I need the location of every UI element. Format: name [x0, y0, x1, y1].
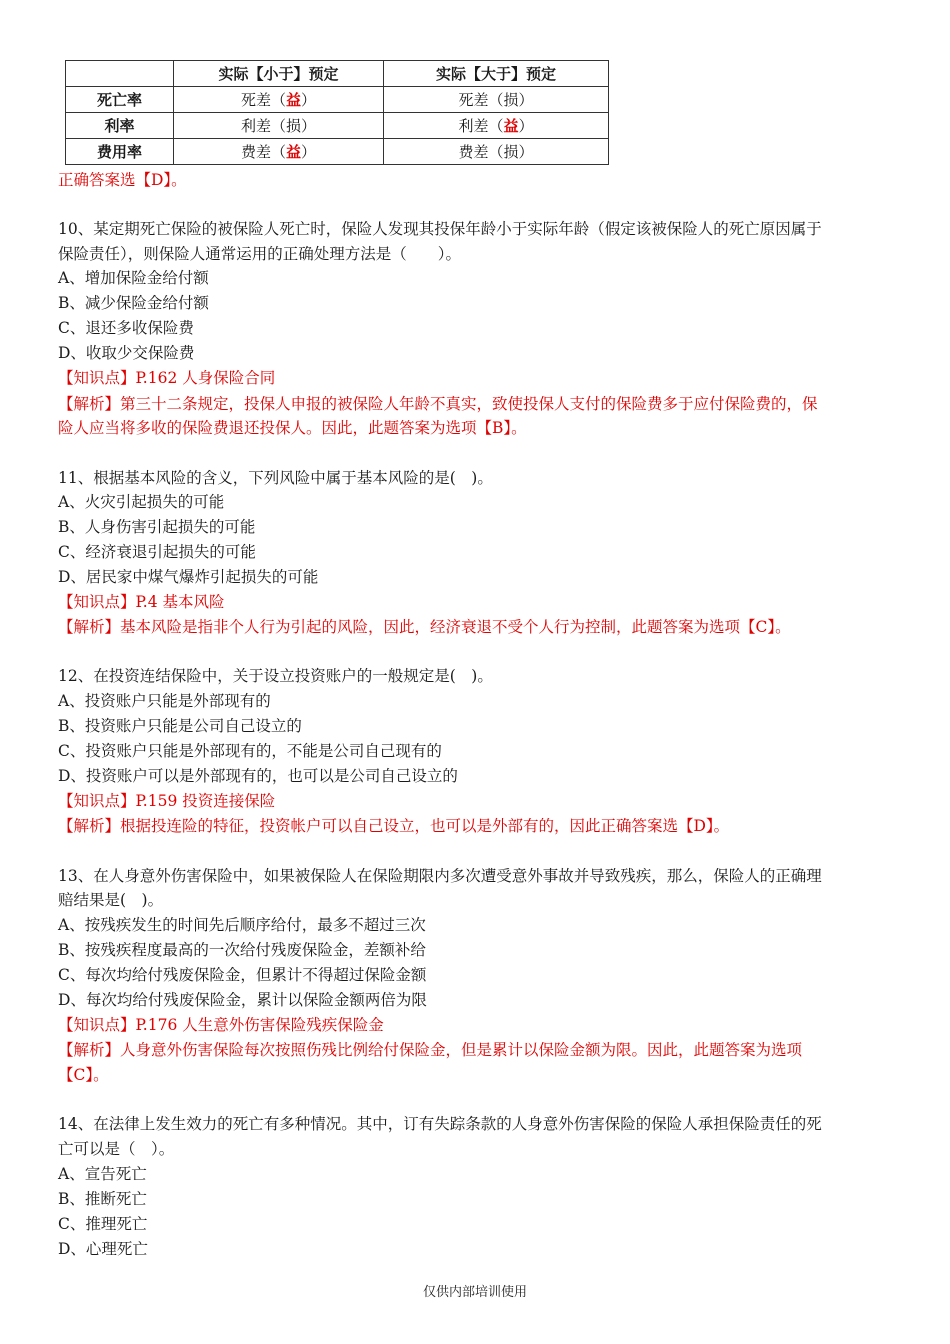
- cell-text: ）: [301, 91, 317, 109]
- table-cell: [174, 139, 384, 165]
- knowledge-point: 【知识点】P.176 人生意外伤害保险残疾保险金: [58, 1016, 384, 1034]
- table-header-cell: 实际【小于】预定: [174, 61, 384, 87]
- table-cell: [384, 139, 609, 165]
- analysis: 【解析】第三十二条规定，投保人申报的被保险人年龄不真实，致使投保人支付的保险费多于应付保险费的，保: [58, 395, 818, 413]
- cell-text: ）: [301, 143, 317, 161]
- question-13-stem-cont: 赔结果是( )。: [58, 891, 164, 909]
- cell-text: 死差（: [240, 91, 286, 109]
- option-a: A、按残疾发生的时间先后顺序给付，最多不超过三次: [58, 916, 426, 934]
- knowledge-point: 【知识点】P.162 人身保险合同: [58, 369, 276, 387]
- option-c: C、经济衰退引起损失的可能: [58, 543, 256, 561]
- cell-emphasis: 益: [285, 143, 301, 161]
- question-12-stem: 12、在投资连结保险中，关于设立投资账户的一般规定是( )。: [58, 667, 493, 685]
- knowledge-point: 【知识点】P.4 基本风险: [58, 593, 225, 611]
- option-b: B、投资账户只能是公司自己设立的: [58, 717, 302, 735]
- cell-text: 费差（: [240, 143, 286, 161]
- question-10-stem: 10、某定期死亡保险的被保险人死亡时，保险人发现其投保年龄小于实际年龄（假定该被保险人的死亡原因属于: [58, 220, 822, 238]
- answer-note: 正确答案选【D】。: [58, 171, 187, 189]
- analysis: 【解析】根据投连险的特征，投资帐户可以自己设立，也可以是外部有的，因此正确答案选【D】。: [58, 817, 730, 835]
- option-d: D、投资账户可以是外部现有的，也可以是公司自己设立的: [58, 767, 458, 785]
- option-a: A、宣告死亡: [58, 1165, 147, 1183]
- analysis-cont: 险人应当将多收的保险费退还投保人。因此，此题答案为选项【B】。: [58, 419, 527, 437]
- comparison-table: [65, 60, 609, 165]
- option-d: D、收取少交保险费: [58, 344, 195, 362]
- analysis: 【解析】人身意外伤害保险每次按照伤残比例给付保险金，但是累计以保险金额为限。因此，此题答案为选项: [58, 1041, 803, 1059]
- table-cell: [384, 113, 609, 139]
- question-11-stem: 11、根据基本风险的含义，下列风险中属于基本风险的是( )。: [58, 469, 493, 487]
- option-d: D、每次均给付残废保险金，累计以保险金额两倍为限: [58, 991, 427, 1009]
- question-14-stem: 14、在法律上发生效力的死亡有多种情况。其中，订有失踪条款的人身意外伤害保险的保险人承担保险责任的死: [58, 1115, 822, 1133]
- row-label: 利率: [66, 113, 174, 139]
- option-b: B、按残疾程度最高的一次给付残废保险金，差额补给: [58, 941, 426, 959]
- question-14-stem-cont: 亡可以是（ ）。: [58, 1140, 175, 1158]
- analysis: 【解析】基本风险是指非个人行为引起的风险，因此，经济衰退不受个人行为控制，此题答案为选项【C】。: [58, 618, 791, 636]
- option-a: A、火灾引起损失的可能: [58, 493, 225, 511]
- option-d: D、心理死亡: [58, 1240, 148, 1258]
- cell-text: 死差（损）: [458, 91, 534, 109]
- question-10-stem-cont: 保险责任），则保险人通常运用的正确处理方法是（ ）。: [58, 245, 462, 263]
- cell-text: 利差（损）: [240, 117, 316, 135]
- option-c: C、推理死亡: [58, 1215, 148, 1233]
- cell-emphasis: 益: [285, 91, 301, 109]
- table-row: [66, 139, 609, 165]
- option-b: B、减少保险金给付额: [58, 294, 209, 312]
- question-13-stem: 13、在人身意外伤害保险中，如果被保险人在保险期限内多次遭受意外事故并导致残疾，那么，保险人的正确理: [58, 867, 822, 885]
- table-header-cell: [66, 61, 174, 87]
- table-header-cell: 实际【大于】预定: [384, 61, 609, 87]
- option-c: C、投资账户只能是外部现有的，不能是公司自己现有的: [58, 742, 442, 760]
- cell-text: ）: [518, 117, 534, 135]
- cell-text: 利差（: [458, 117, 504, 135]
- option-c: C、每次均给付残废保险金，但累计不得超过保险金额: [58, 966, 427, 984]
- option-a: A、投资账户只能是外部现有的: [58, 692, 271, 710]
- table-row: [66, 113, 609, 139]
- option-b: B、人身伤害引起损失的可能: [58, 518, 256, 536]
- knowledge-point: 【知识点】P.159 投资连接保险: [58, 792, 276, 810]
- page-footer: 仅供内部培训使用: [422, 1285, 527, 1300]
- table-row: [66, 87, 609, 113]
- cell-emphasis: 益: [503, 117, 519, 135]
- table-cell: [174, 113, 384, 139]
- option-a: A、增加保险金给付额: [58, 269, 209, 287]
- table-cell: [174, 87, 384, 113]
- table-cell: [384, 87, 609, 113]
- analysis-cont: 【C】。: [58, 1066, 109, 1084]
- option-b: B、推断死亡: [58, 1190, 147, 1208]
- option-d: D、居民家中煤气爆炸引起损失的可能: [58, 568, 319, 586]
- cell-text: 费差（损）: [458, 143, 534, 161]
- table-header-row: [66, 61, 609, 87]
- row-label: 费用率: [66, 139, 174, 165]
- option-c: C、退还多收保险费: [58, 319, 194, 337]
- row-label: 死亡率: [66, 87, 174, 113]
